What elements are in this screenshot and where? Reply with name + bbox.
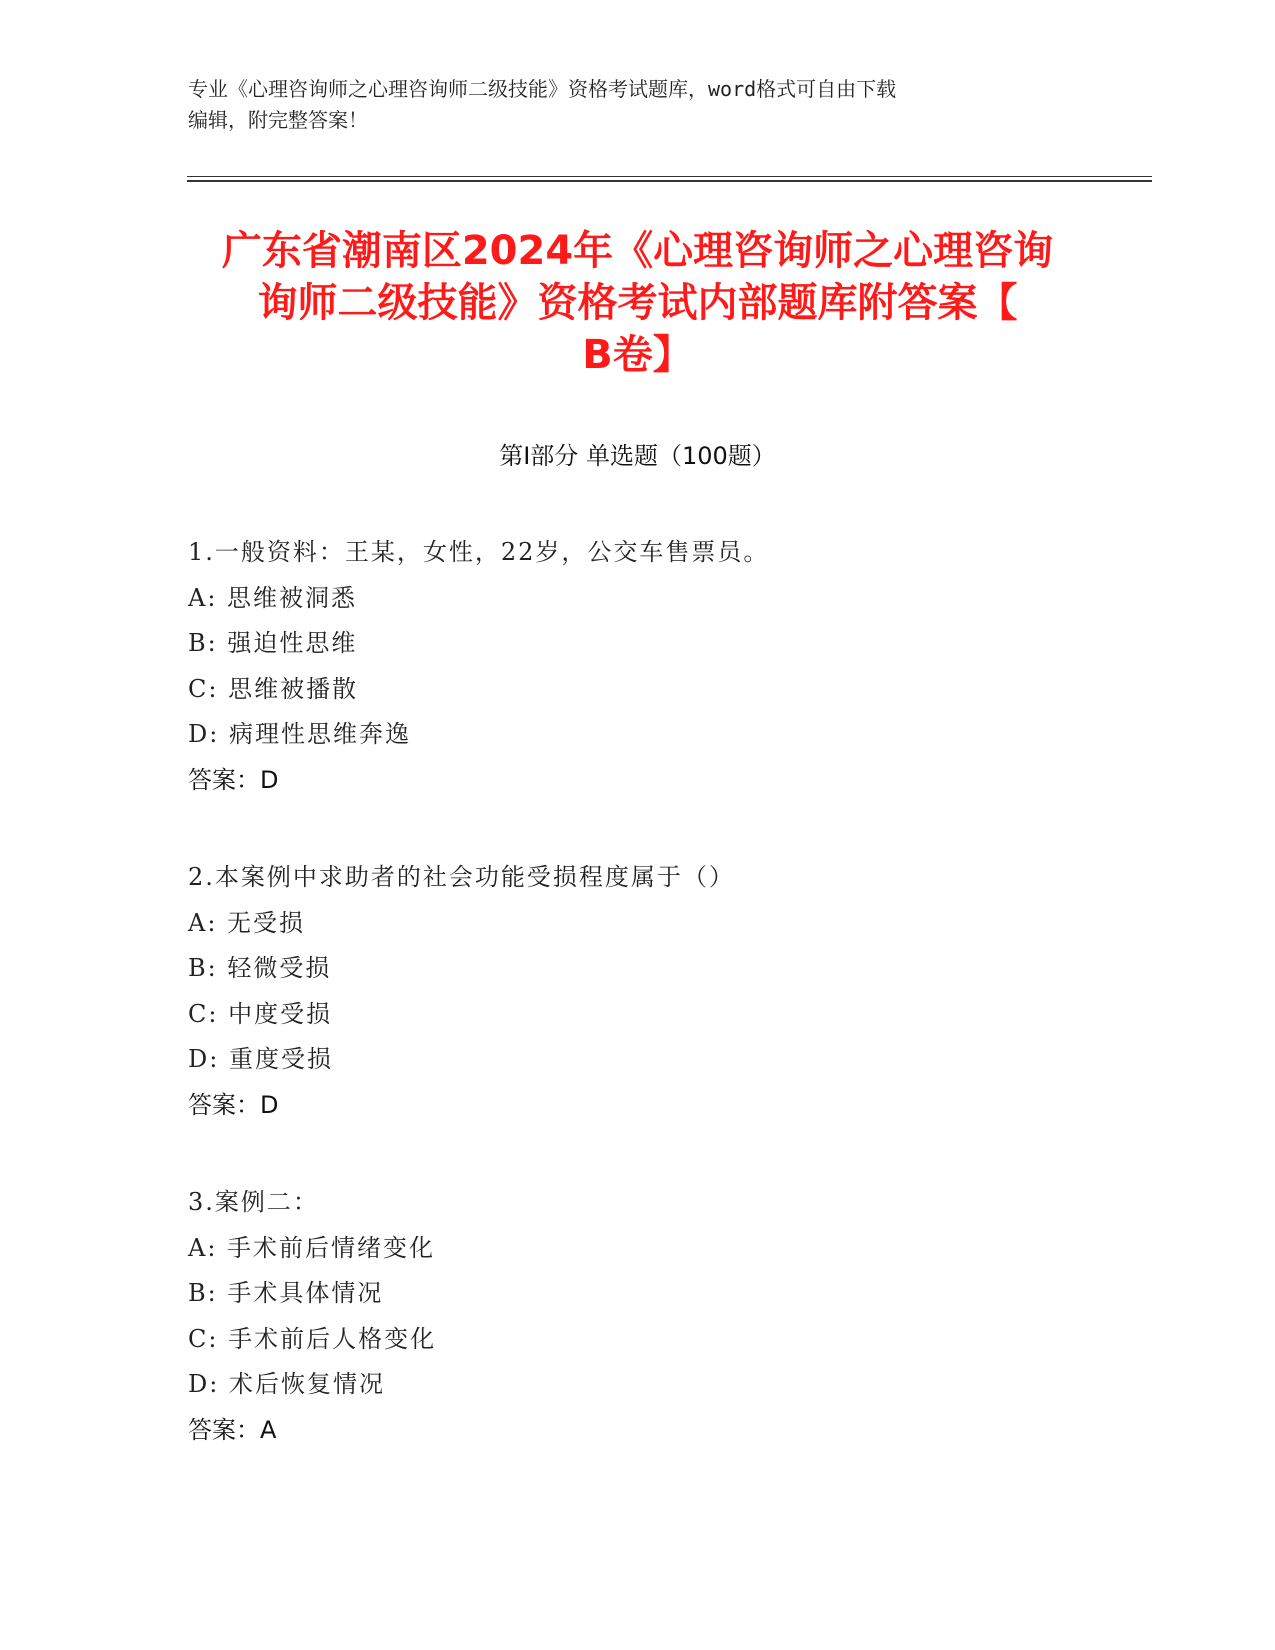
document-title-line-1: 广东省潮南区2024年《心理咨询师之心理咨询 bbox=[221, 228, 1054, 274]
option-a: A: 无受损 bbox=[188, 908, 306, 937]
option-b: B: 强迫性思维 bbox=[188, 629, 358, 657]
section-title: 第Ⅰ部分 单选题（100题） bbox=[499, 442, 776, 470]
option-b: B: 轻微受损 bbox=[188, 954, 332, 982]
question-1 bbox=[188, 530, 1108, 803]
answer: 答案：D bbox=[188, 1090, 279, 1119]
option-a: A: 手术前后情绪变化 bbox=[188, 1233, 436, 1262]
option-c: C: 思维被播散 bbox=[188, 674, 359, 703]
header-note bbox=[188, 74, 1088, 136]
answer: 答案：D bbox=[188, 765, 279, 794]
header-note-line-1: 专业《心理咨询师之心理咨询师二级技能》资格考试题库，word格式可自由下载 bbox=[188, 77, 897, 101]
document-title-line-2: 询师二级技能》资格考试内部题库附答案【 bbox=[257, 280, 1018, 326]
question-stem: 1.一般资料：王某，女性，22岁，公交车售票员。 bbox=[188, 538, 770, 566]
document-title bbox=[180, 225, 1095, 381]
header-divider-thin bbox=[187, 176, 1152, 177]
answer: 答案：A bbox=[188, 1415, 277, 1444]
document-title-line-3: B卷】 bbox=[582, 332, 693, 378]
option-c: C: 中度受损 bbox=[188, 999, 333, 1028]
option-d: D: 病理性思维奔逸 bbox=[188, 720, 411, 748]
option-b: B: 手术具体情况 bbox=[188, 1279, 384, 1307]
header-divider bbox=[187, 176, 1152, 182]
header-note-line-2: 编辑，附完整答案！ bbox=[188, 108, 368, 132]
question-3 bbox=[188, 1180, 1108, 1453]
option-a: A: 思维被洞悉 bbox=[188, 583, 358, 612]
header-divider-thick bbox=[187, 180, 1152, 182]
option-d: D: 重度受损 bbox=[188, 1045, 333, 1073]
question-stem: 3.案例二： bbox=[188, 1188, 319, 1216]
question-stem: 2.本案例中求助者的社会功能受损程度属于（） bbox=[188, 863, 735, 891]
option-d: D: 术后恢复情况 bbox=[188, 1370, 385, 1398]
question-2 bbox=[188, 855, 1108, 1128]
question-list bbox=[188, 530, 1108, 1505]
option-c: C: 手术前后人格变化 bbox=[188, 1324, 437, 1353]
